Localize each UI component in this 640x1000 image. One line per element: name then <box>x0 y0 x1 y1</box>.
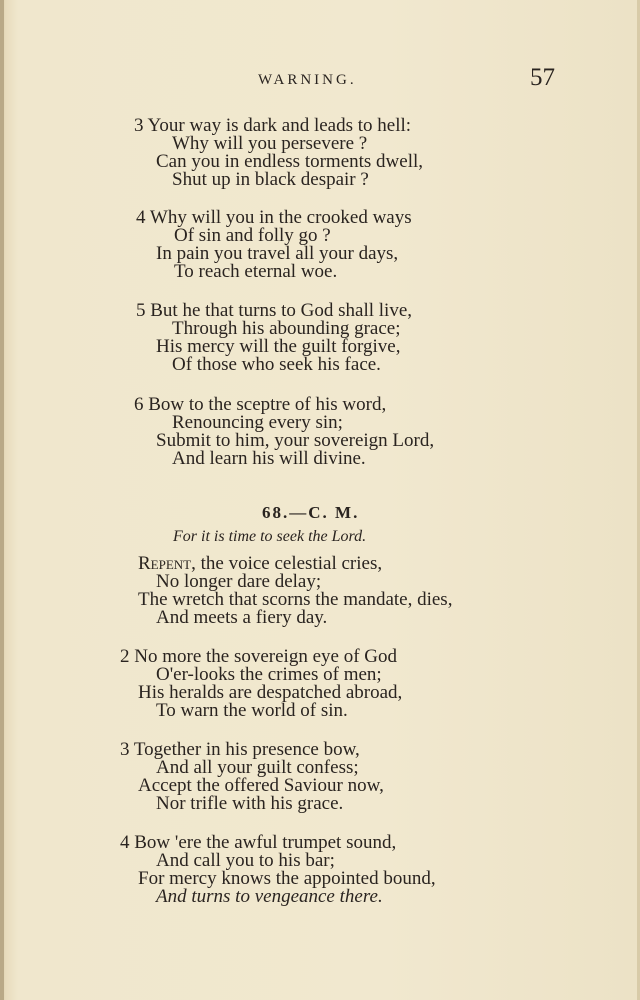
running-header: WARNING. <box>258 72 357 88</box>
verse-line: Of sin and folly go ? <box>174 225 331 246</box>
verse-line: In pain you travel all your days, <box>156 243 399 264</box>
verse-line: And call you to his bar; <box>156 850 335 871</box>
hymn-subtitle: For it is time to seek the Lord. <box>173 528 367 545</box>
verse-line: His mercy will the guilt forgive, <box>156 336 401 357</box>
verse-line: Renouncing every sin; <box>172 412 343 433</box>
first-line-rest: the voice celestial cries, <box>195 553 383 574</box>
verse-line: 5 But he that turns to God shall live, <box>136 300 413 321</box>
verse-line: To reach eternal woe. <box>174 261 338 282</box>
verse-line: Shut up in black despair ? <box>172 169 369 190</box>
verse-line: His heralds are despatched abroad, <box>138 682 403 703</box>
verse-line: Of those who seek his face. <box>172 354 381 375</box>
verse-line: O'er-looks the crimes of men; <box>156 664 382 685</box>
first-word: Repent, <box>138 553 196 574</box>
hymn-number: 68.—C. M. <box>262 503 360 522</box>
verse-line: And meets a fiery day. <box>156 607 328 628</box>
verse-line: To warn the world of sin. <box>156 700 348 721</box>
verse-line: 6 Bow to the sceptre of his word, <box>134 394 387 415</box>
page-number: 57 <box>530 64 555 91</box>
verse-line: And learn his will divine. <box>172 448 366 469</box>
verse-line: The wretch that scorns the mandate, dies, <box>138 589 453 610</box>
verse-line: 4 Why will you in the crooked ways <box>136 207 412 228</box>
verse-line: 3 Together in his presence bow, <box>120 739 360 760</box>
verse-line: 4 Bow 'ere the awful trumpet sound, <box>120 832 397 853</box>
verse-line: Submit to him, your sovereign Lord, <box>156 430 435 451</box>
verse-line: No longer dare delay; <box>156 571 322 592</box>
verse-line: For mercy knows the appointed bound, <box>138 868 436 889</box>
verse-line: Through his abounding grace; <box>172 318 401 339</box>
page-spine-shadow <box>0 0 4 1000</box>
verse-line: Nor trifle with his grace. <box>156 793 344 814</box>
verse-line: And all your guilt confess; <box>156 757 359 778</box>
verse-line: Accept the offered Saviour now, <box>138 775 384 796</box>
verse-line: 2 No more the sovereign eye of God <box>120 646 398 667</box>
verse-line: Why will you persevere ? <box>172 133 368 154</box>
verse-line: 3 Your way is dark and leads to hell: <box>134 115 412 136</box>
verse-line: And turns to vengeance there. <box>156 886 383 907</box>
verse-line: Can you in endless torments dwell, <box>156 151 424 172</box>
